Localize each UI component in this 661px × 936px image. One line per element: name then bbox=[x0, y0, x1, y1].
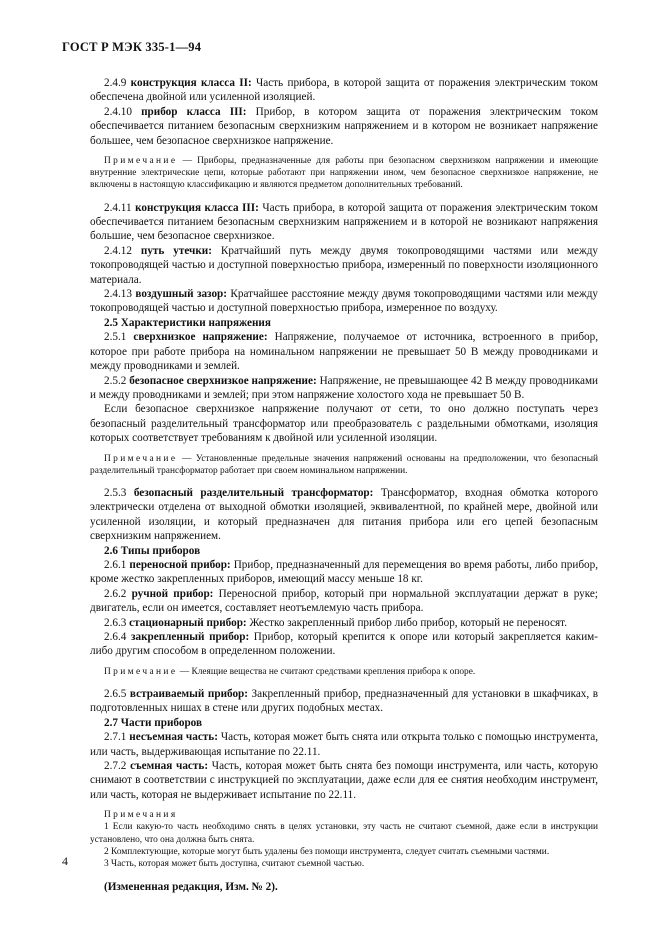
page-number: 4 bbox=[62, 854, 68, 868]
note-label: Примечание bbox=[104, 156, 178, 167]
note-voltage-limits bbox=[90, 453, 598, 477]
clause-text: Прибор, предназначенный для перемещения во время работы, либо прибор, кроме жестко закрепленных приборов, имеющий массу меньше 18 кг. bbox=[90, 558, 599, 586]
clause-number: 2.6.2 bbox=[104, 587, 127, 600]
clause-number: 2.5.2 bbox=[104, 374, 127, 387]
page-content bbox=[90, 76, 598, 895]
body-paragraph: Если безопасное сверхнизкое напряжение получают от сети, то оно должно поступать через безопасный разделительный трансформатор или преобразователь с раздельными обмотками, изоляция которых соответствует требованиям к двойной или усиленной изоляции. bbox=[90, 403, 598, 445]
clause-term: сверхнизкое напряжение: bbox=[133, 331, 268, 344]
clause-term: воздушный зазор: bbox=[135, 288, 228, 301]
clause-text: Жестко закрепленный прибор либо прибор, который не переносят. bbox=[249, 616, 567, 629]
clause-2-5-2 bbox=[90, 374, 598, 403]
clause-number: 2.7.2 bbox=[104, 760, 127, 773]
clause-number: 2.4.9 bbox=[104, 77, 127, 89]
notes-removable-parts bbox=[90, 809, 598, 870]
clause-term: переносной прибор: bbox=[129, 558, 231, 571]
clause-term: несъемная часть: bbox=[129, 731, 218, 744]
clause-2-4-12 bbox=[90, 244, 598, 287]
note-adhesives bbox=[90, 666, 598, 678]
note-item: 2 Комплектующие, которые могут быть удалены без помощи инструмента, следует считать съемными частями. bbox=[104, 846, 550, 857]
clause-number: 2.5.1 bbox=[104, 331, 127, 344]
clause-2-6-2 bbox=[90, 587, 598, 616]
clause-term: безопасный разделительный трансформатор: bbox=[133, 486, 374, 499]
clause-text: Закрепленный прибор, предназначенный для установки в шкафчиках, в подготовленных нишах в стене или других подобных местах. bbox=[90, 688, 599, 715]
note-text: — Установленные предельные значения напряжений основаны на предположении, что безопасный разделительный трансформатор работает при своем номинальном напряжении. bbox=[90, 453, 599, 476]
clause-2-5-3 bbox=[90, 486, 598, 544]
clause-2-7-2 bbox=[90, 759, 598, 802]
clause-text: Переносной прибор, который при нормальной эксплуатации держат в руке; двигатель, если он имеется, составляет неотъемлемую часть прибора. bbox=[90, 587, 599, 615]
clause-text: Прибор, в котором защита от поражения электрическим током обеспечивается питанием безопасным сверхнизким напряжением и в котором не возникает напряжение большее, чем безопасное сверхнизкое напряжение. bbox=[90, 105, 599, 147]
clause-number: 2.4.13 bbox=[104, 288, 132, 301]
clause-text: Напряжение, получаемое от источника, встроенного в прибор, которое при работе прибора на номинальном напряжении не превышает 50 В между проводниками и между проводниками и землей. bbox=[90, 331, 598, 373]
clause-term: конструкция класса III: bbox=[135, 201, 259, 214]
notes-label: Примечания bbox=[104, 810, 178, 821]
clause-2-4-13 bbox=[90, 287, 598, 316]
clause-2-5-1 bbox=[90, 330, 598, 373]
clause-2-4-10 bbox=[90, 105, 598, 148]
document-code-header: ГОСТ Р МЭК 335-1—94 bbox=[62, 40, 202, 54]
note-item: 3 Часть, которая может быть доступна, считают съемной частью. bbox=[104, 859, 365, 870]
clause-text: Часть прибора, в которой защита от поражения электрическим током обеспечена двойной или усиленной изоляцией. bbox=[90, 77, 599, 104]
section-heading-2-7: 2.7 Части приборов bbox=[104, 716, 203, 729]
clause-2-6-5 bbox=[90, 687, 598, 716]
clause-number: 2.5.3 bbox=[104, 486, 127, 499]
clause-number: 2.6.3 bbox=[104, 616, 127, 629]
clause-term: стационарный прибор: bbox=[129, 616, 247, 629]
clause-2-6-1 bbox=[90, 558, 598, 587]
clause-number: 2.4.12 bbox=[104, 244, 132, 257]
clause-term: съемная часть: bbox=[130, 760, 209, 773]
clause-term: встраиваемый прибор: bbox=[129, 688, 248, 701]
clause-2-7-1 bbox=[90, 730, 598, 759]
clause-number: 2.6.4 bbox=[104, 631, 127, 644]
note-class-iii bbox=[90, 155, 598, 192]
note-label: Примечание bbox=[104, 453, 178, 464]
clause-number: 2.6.1 bbox=[104, 558, 127, 571]
clause-text: Кратчайший путь между двумя токопроводящими частями или между токопроводящей частью и доступной поверхностью прибора, измеренный по поверхности изоляционного материала. bbox=[90, 244, 599, 286]
clause-2-4-9 bbox=[90, 76, 598, 105]
clause-2-6-4 bbox=[90, 630, 598, 659]
clause-2-6-3 bbox=[90, 616, 598, 630]
clause-text: Напряжение, не превышающее 42 В между проводниками и между проводниками и землей; при этом напряжение холостого хода не превышает 50 В. bbox=[90, 374, 599, 401]
note-text: — Приборы, предназначенные для работы при безопасном сверхнизком напряжении и имеющие внутренние электрические цепи, которые работают при напряжении ином, чем безопасное сверхнизкое напряжение, не включены в настоящую классификацию и являются предметом дополнительных требований. bbox=[90, 156, 599, 191]
clause-text: Часть, которая может быть снята без помощи инструмента, или часть, которую снимают в соответствии с инструкцией по эксплуатации, даже если для ее снятия необходим инструмент, или часть, которая не выдерживает испытание по 22.11. bbox=[90, 760, 599, 801]
note-item: 1 Если какую-то часть необходимо снять в целях установки, эту часть не считают съемной, даже если в инструкции установлено, что она должна быть снята. bbox=[90, 822, 598, 845]
section-heading-2-5: 2.5 Характеристики напряжения bbox=[104, 316, 271, 329]
clause-number: 2.7.1 bbox=[104, 731, 127, 744]
clause-number: 2.4.11 bbox=[104, 201, 132, 214]
section-heading-2-6: 2.6 Типы приборов bbox=[104, 544, 201, 557]
clause-text: Кратчайшее расстояние между двумя токопроводящими частями или между токопроводящей частью и доступной поверхностью прибора, измеренное по воздуху. bbox=[90, 288, 599, 315]
amendment-note: (Измененная редакция, Изм. № 2). bbox=[104, 881, 278, 894]
clause-text: Прибор, который крепится к опоре или который закрепляется каким-либо другим способом в определенном положении. bbox=[90, 631, 598, 658]
clause-text: Трансформатор, входная обмотка которого электрически отделена от выходной обмотки изоляцией, эквивалентной, по крайней мере, двойной или усиленной изоляции, и который предназначен для питания прибора или его цепей безопасным сверхнизким напряжением. bbox=[90, 486, 598, 543]
clause-term: закрепленный прибор: bbox=[130, 631, 250, 644]
note-label: Примечание bbox=[104, 666, 178, 677]
clause-2-4-11 bbox=[90, 201, 598, 244]
clause-term: конструкция класса II: bbox=[130, 77, 252, 89]
clause-term: безопасное сверхнизкое напряжение: bbox=[129, 374, 317, 387]
note-text: — Клеящие вещества не считают средствами крепления прибора к опоре. bbox=[179, 666, 476, 677]
clause-text: Часть прибора, в которой защита от поражения электрическим током обеспечивается питанием безопасным сверхнизким напряжением и в которой не возникают напряжения большие, чем безопасное сверхнизкое. bbox=[90, 201, 598, 243]
clause-term: прибор класса III: bbox=[141, 105, 247, 118]
clause-text: Часть, которая может быть снята или открыта только с помощью инструмента, или часть, выдерживающая испытание по 22.11. bbox=[90, 731, 598, 758]
clause-term: путь утечки: bbox=[140, 244, 212, 257]
clause-number: 2.4.10 bbox=[104, 105, 132, 118]
clause-term: ручной прибор: bbox=[131, 587, 214, 600]
clause-number: 2.6.5 bbox=[104, 688, 127, 701]
